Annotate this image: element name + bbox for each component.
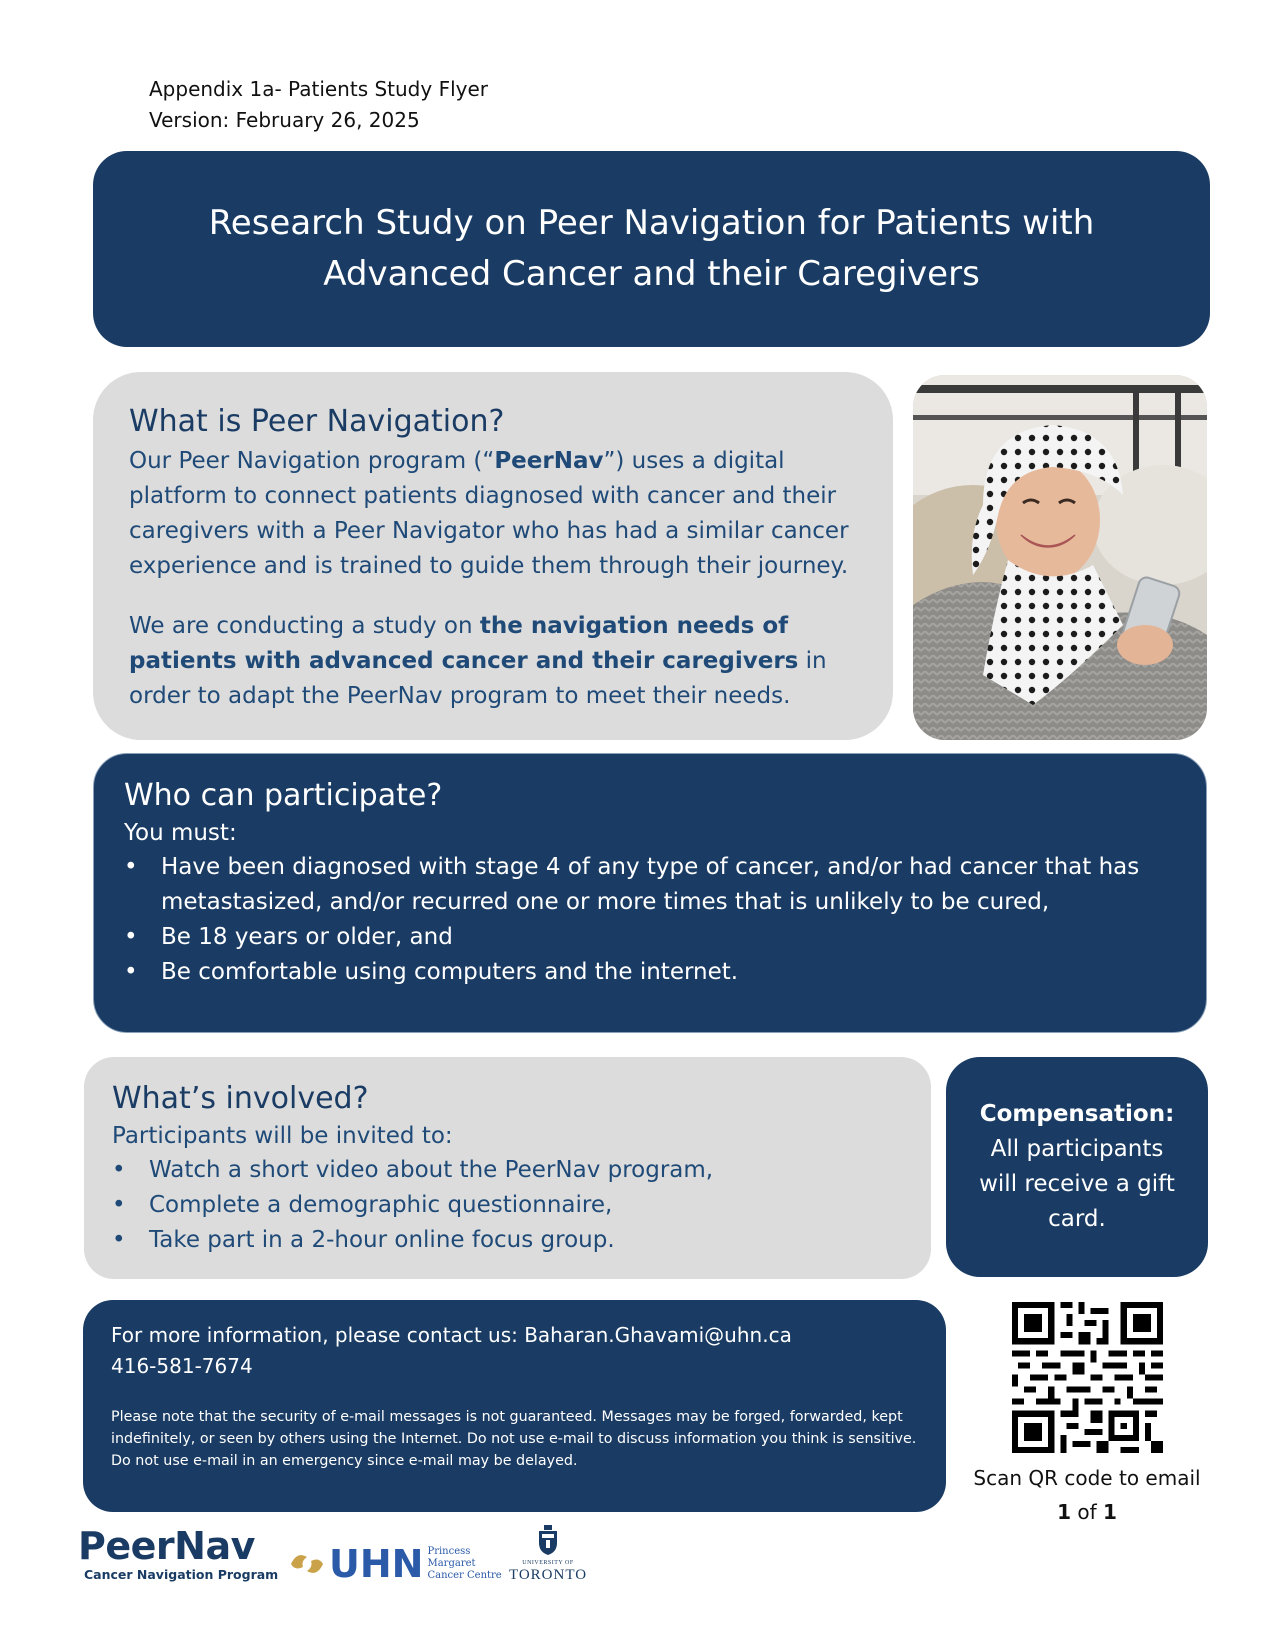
peernav-brand: PeerNav xyxy=(78,1524,255,1568)
uoft-big-text: TORONTO xyxy=(508,1567,588,1583)
pm-line-3: Cancer Centre xyxy=(427,1570,502,1581)
who-intro: You must: xyxy=(124,820,237,846)
what-p1-bold: PeerNav xyxy=(494,448,604,474)
what-paragraph-1 xyxy=(129,444,857,584)
who-can-participate-section xyxy=(93,753,1207,1033)
document-header xyxy=(149,74,488,136)
page-total: 1 xyxy=(1103,1500,1117,1524)
involved-heading: What’s involved? xyxy=(112,1081,369,1116)
what-p2-text-b: in order to adapt the PeerNav program to meet their needs. xyxy=(129,648,827,709)
uhn-swirl-icon xyxy=(287,1547,327,1581)
version-label: Version: February 26, 2025 xyxy=(149,108,420,132)
what-paragraph-2 xyxy=(129,609,857,714)
involvement-item: • Complete a demographic questionnaire, xyxy=(112,1188,903,1223)
uoft-crest-icon xyxy=(537,1525,559,1555)
whats-involved-section xyxy=(84,1057,931,1279)
page-number xyxy=(960,1500,1214,1524)
uoft-small-text: UNIVERSITY OF xyxy=(522,1560,574,1566)
compensation-text: All participants will receive a gift card. xyxy=(979,1136,1175,1232)
peernav-subtitle: Cancer Navigation Program xyxy=(84,1567,279,1582)
contact-section xyxy=(83,1300,946,1512)
page-current: 1 xyxy=(1057,1500,1071,1524)
involvement-list xyxy=(112,1153,903,1258)
qr-code-icon[interactable] xyxy=(1012,1302,1163,1453)
email-disclaimer: Please note that the security of e-mail messages is not guaranteed. Messages may be forged, forwarded, kept indefinitely, or seen by others using the Internet. Do not use e-mail to discuss information you think is sensitive. Do not use e-mail in an emergency since e-mail may be delayed. xyxy=(111,1409,917,1469)
eligibility-item: • Be comfortable using computers and the internet. xyxy=(124,955,1176,990)
involvement-item: • Take part in a 2-hour online focus group. xyxy=(112,1223,903,1258)
contact-email-line[interactable]: For more information, please contact us: Baharan.Ghavami@uhn.ca xyxy=(111,1323,792,1347)
page-of: of xyxy=(1071,1500,1103,1524)
university-of-toronto-logo xyxy=(503,1525,593,1583)
who-heading: Who can participate? xyxy=(124,778,443,813)
involved-intro: Participants will be invited to: xyxy=(112,1123,453,1149)
what-p1-text-a: Our Peer Navigation program (“ xyxy=(129,448,495,474)
what-heading: What is Peer Navigation? xyxy=(129,404,505,439)
princess-margaret-text xyxy=(427,1546,501,1582)
pm-line-2: Margaret xyxy=(427,1558,476,1569)
peernav-logo xyxy=(78,1525,278,1583)
what-is-peer-navigation-section xyxy=(93,372,893,740)
eligibility-item: • Have been diagnosed with stage 4 of any type of cancer, and/or had cancer that has metastasized, and/or recurred one or more times that is unlikely to be cured, xyxy=(124,850,1176,920)
patient-photo-illustration xyxy=(913,375,1207,740)
what-p2-text-a: We are conducting a study on xyxy=(129,613,480,639)
compensation-section xyxy=(946,1057,1208,1277)
qr-caption: Scan QR code to email xyxy=(973,1466,1201,1490)
title-banner xyxy=(93,151,1210,347)
flyer-title: Research Study on Peer Navigation for Patients with Advanced Cancer and their Caregivers xyxy=(208,203,1095,294)
appendix-label: Appendix 1a- Patients Study Flyer xyxy=(149,77,488,101)
eligibility-item: • Be 18 years or older, and xyxy=(124,920,1176,955)
uhn-text: UHN xyxy=(329,1542,424,1586)
compensation-title: Compensation: xyxy=(979,1101,1175,1127)
what-p2-bold: the navigation needs of patients with advanced cancer and their caregivers xyxy=(129,613,799,674)
pm-line-1: Princess xyxy=(427,1546,471,1557)
eligibility-list xyxy=(124,850,1176,990)
uhn-logo xyxy=(287,1540,502,1588)
contact-phone[interactable]: 416-581-7674 xyxy=(111,1354,253,1378)
what-p1-text-b: ”) uses a digital platform to connect patients diagnosed with cancer and their caregivers with a Peer Navigator who has had a similar cancer experience and is trained to guide them through their journey. xyxy=(129,448,849,579)
involvement-item: • Watch a short video about the PeerNav program, xyxy=(112,1153,903,1188)
patient-photo xyxy=(913,375,1207,740)
